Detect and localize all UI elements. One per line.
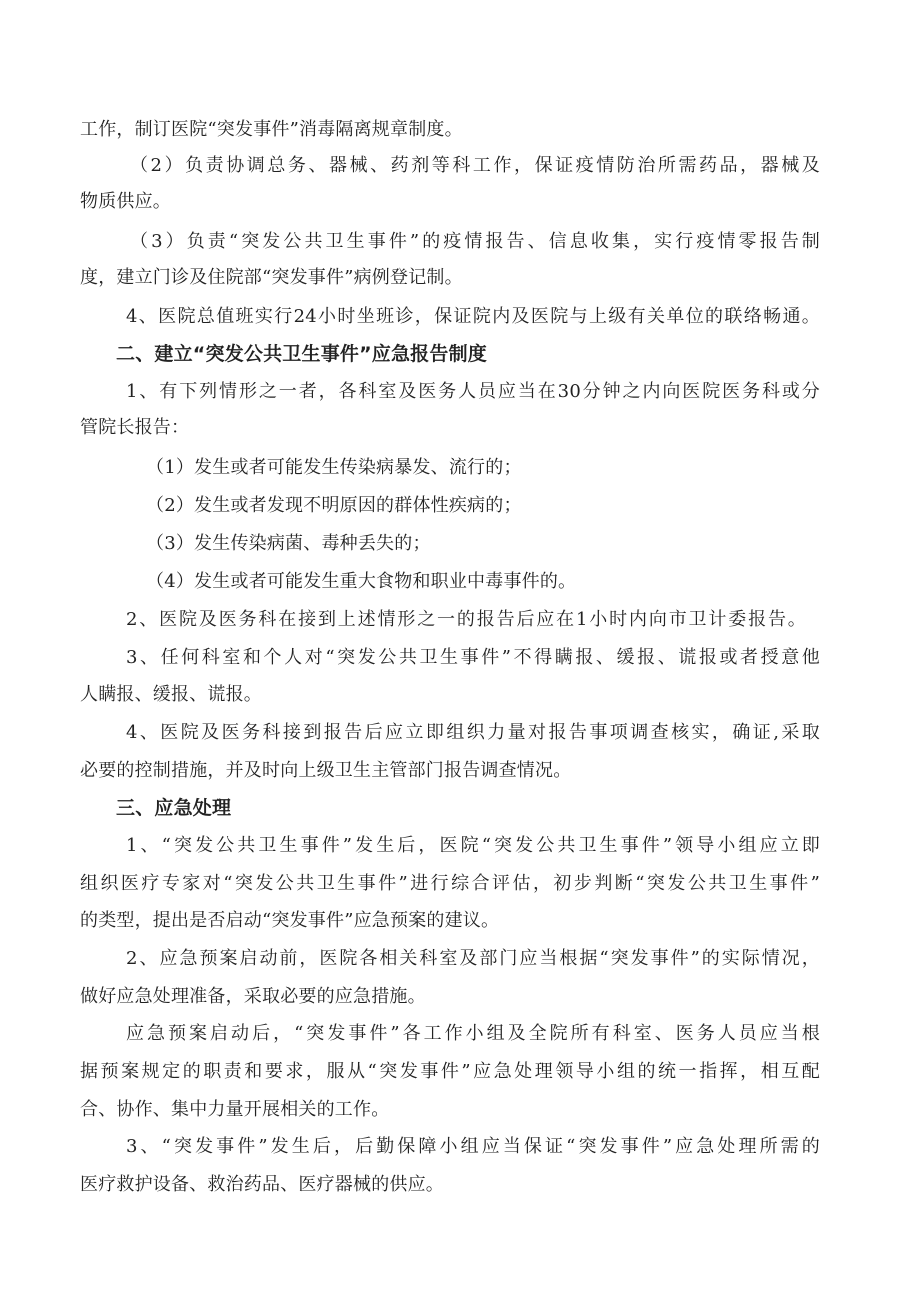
paragraph-line: 4、医院总值班实行24小时坐班诊，保证院内及医院与上级有关单位的联络畅通。 <box>126 306 820 327</box>
paragraph-line: 2、应急预案启动前，医院各相关科室及部门应当根据“突发事件”的实际情况， <box>126 948 820 969</box>
paragraph-line: 管院长报告： <box>80 417 190 438</box>
list-item: （1）发生或者可能发生传染病暴发、流行的； <box>146 457 522 478</box>
paragraph-line: 医疗救护设备、救治药品、医疗器械的供应。 <box>80 1174 444 1195</box>
paragraph-line: 4、医院及医务科接到报告后应立即组织力量对报告事项调查核实，确证,采取 <box>126 722 820 743</box>
paragraph-line: 1、“突发公共卫生事件”发生后，医院“突发公共卫生事件”领导小组应立即 <box>126 835 820 856</box>
paragraph-line: （2）负责协调总务、器械、药剂等科工作，保证疫情防治所需药品，器械及 <box>130 155 820 176</box>
paragraph-line: 组织医疗专家对“突发公共卫生事件”进行综合评估，初步判断“突发公共卫生事件” <box>80 873 820 894</box>
paragraph-line: 1、有下列情形之一者，各科室及医务人员应当在30分钟之内向医院医务科或分 <box>126 381 820 402</box>
paragraph-line: 工作，制订医院“突发事件”消毒隔离规章制度。 <box>80 119 463 140</box>
paragraph-line: 应急预案启动后，“突发事件”各工作小组及全院所有科室、医务人员应当根 <box>126 1023 820 1044</box>
paragraph-line: 度，建立门诊及住院部“突发事件”病例登记制。 <box>80 267 463 288</box>
list-item: （4）发生或者可能发生重大食物和职业中毒事件的。 <box>146 571 577 592</box>
section-heading: 二、建立“突发公共卫生事件”应急报告制度 <box>116 343 487 365</box>
paragraph-line: 人瞒报、缓报、谎报。 <box>80 684 262 705</box>
paragraph-line: 3、任何科室和个人对“突发公共卫生事件”不得瞒报、缓报、谎报或者授意他 <box>126 647 820 668</box>
paragraph-line: 做好应急处理准备，采取必要的应急措施。 <box>80 986 426 1007</box>
paragraph-line: 物质供应。 <box>80 191 171 212</box>
paragraph-line: （3）负责“突发公共卫生事件”的疫情报告、信息收集，实行疫情零报告制 <box>130 231 820 252</box>
list-item: （3）发生传染病菌、毒种丢失的； <box>146 533 431 554</box>
paragraph-line: 必要的控制措施，并及时向上级卫生主管部门报告调查情况。 <box>80 760 572 781</box>
paragraph-line: 的类型，提出是否启动“突发事件”应急预案的建议。 <box>80 910 500 931</box>
paragraph-line: 合、协作、集中力量开展相关的工作。 <box>80 1099 390 1120</box>
paragraph-line: 2、医院及医务科在接到上述情形之一的报告后应在1小时内向市卫计委报告。 <box>126 609 806 630</box>
paragraph-line: 3、“突发事件”发生后，后勤保障小组应当保证“突发事件”应急处理所需的 <box>126 1136 820 1157</box>
paragraph-line: 据预案规定的职责和要求，服从“突发事件”应急处理领导小组的统一指挥，相互配 <box>80 1061 820 1082</box>
list-item: （2）发生或者发现不明原因的群体性疾病的； <box>146 495 522 516</box>
section-heading: 三、应急处理 <box>116 797 232 819</box>
